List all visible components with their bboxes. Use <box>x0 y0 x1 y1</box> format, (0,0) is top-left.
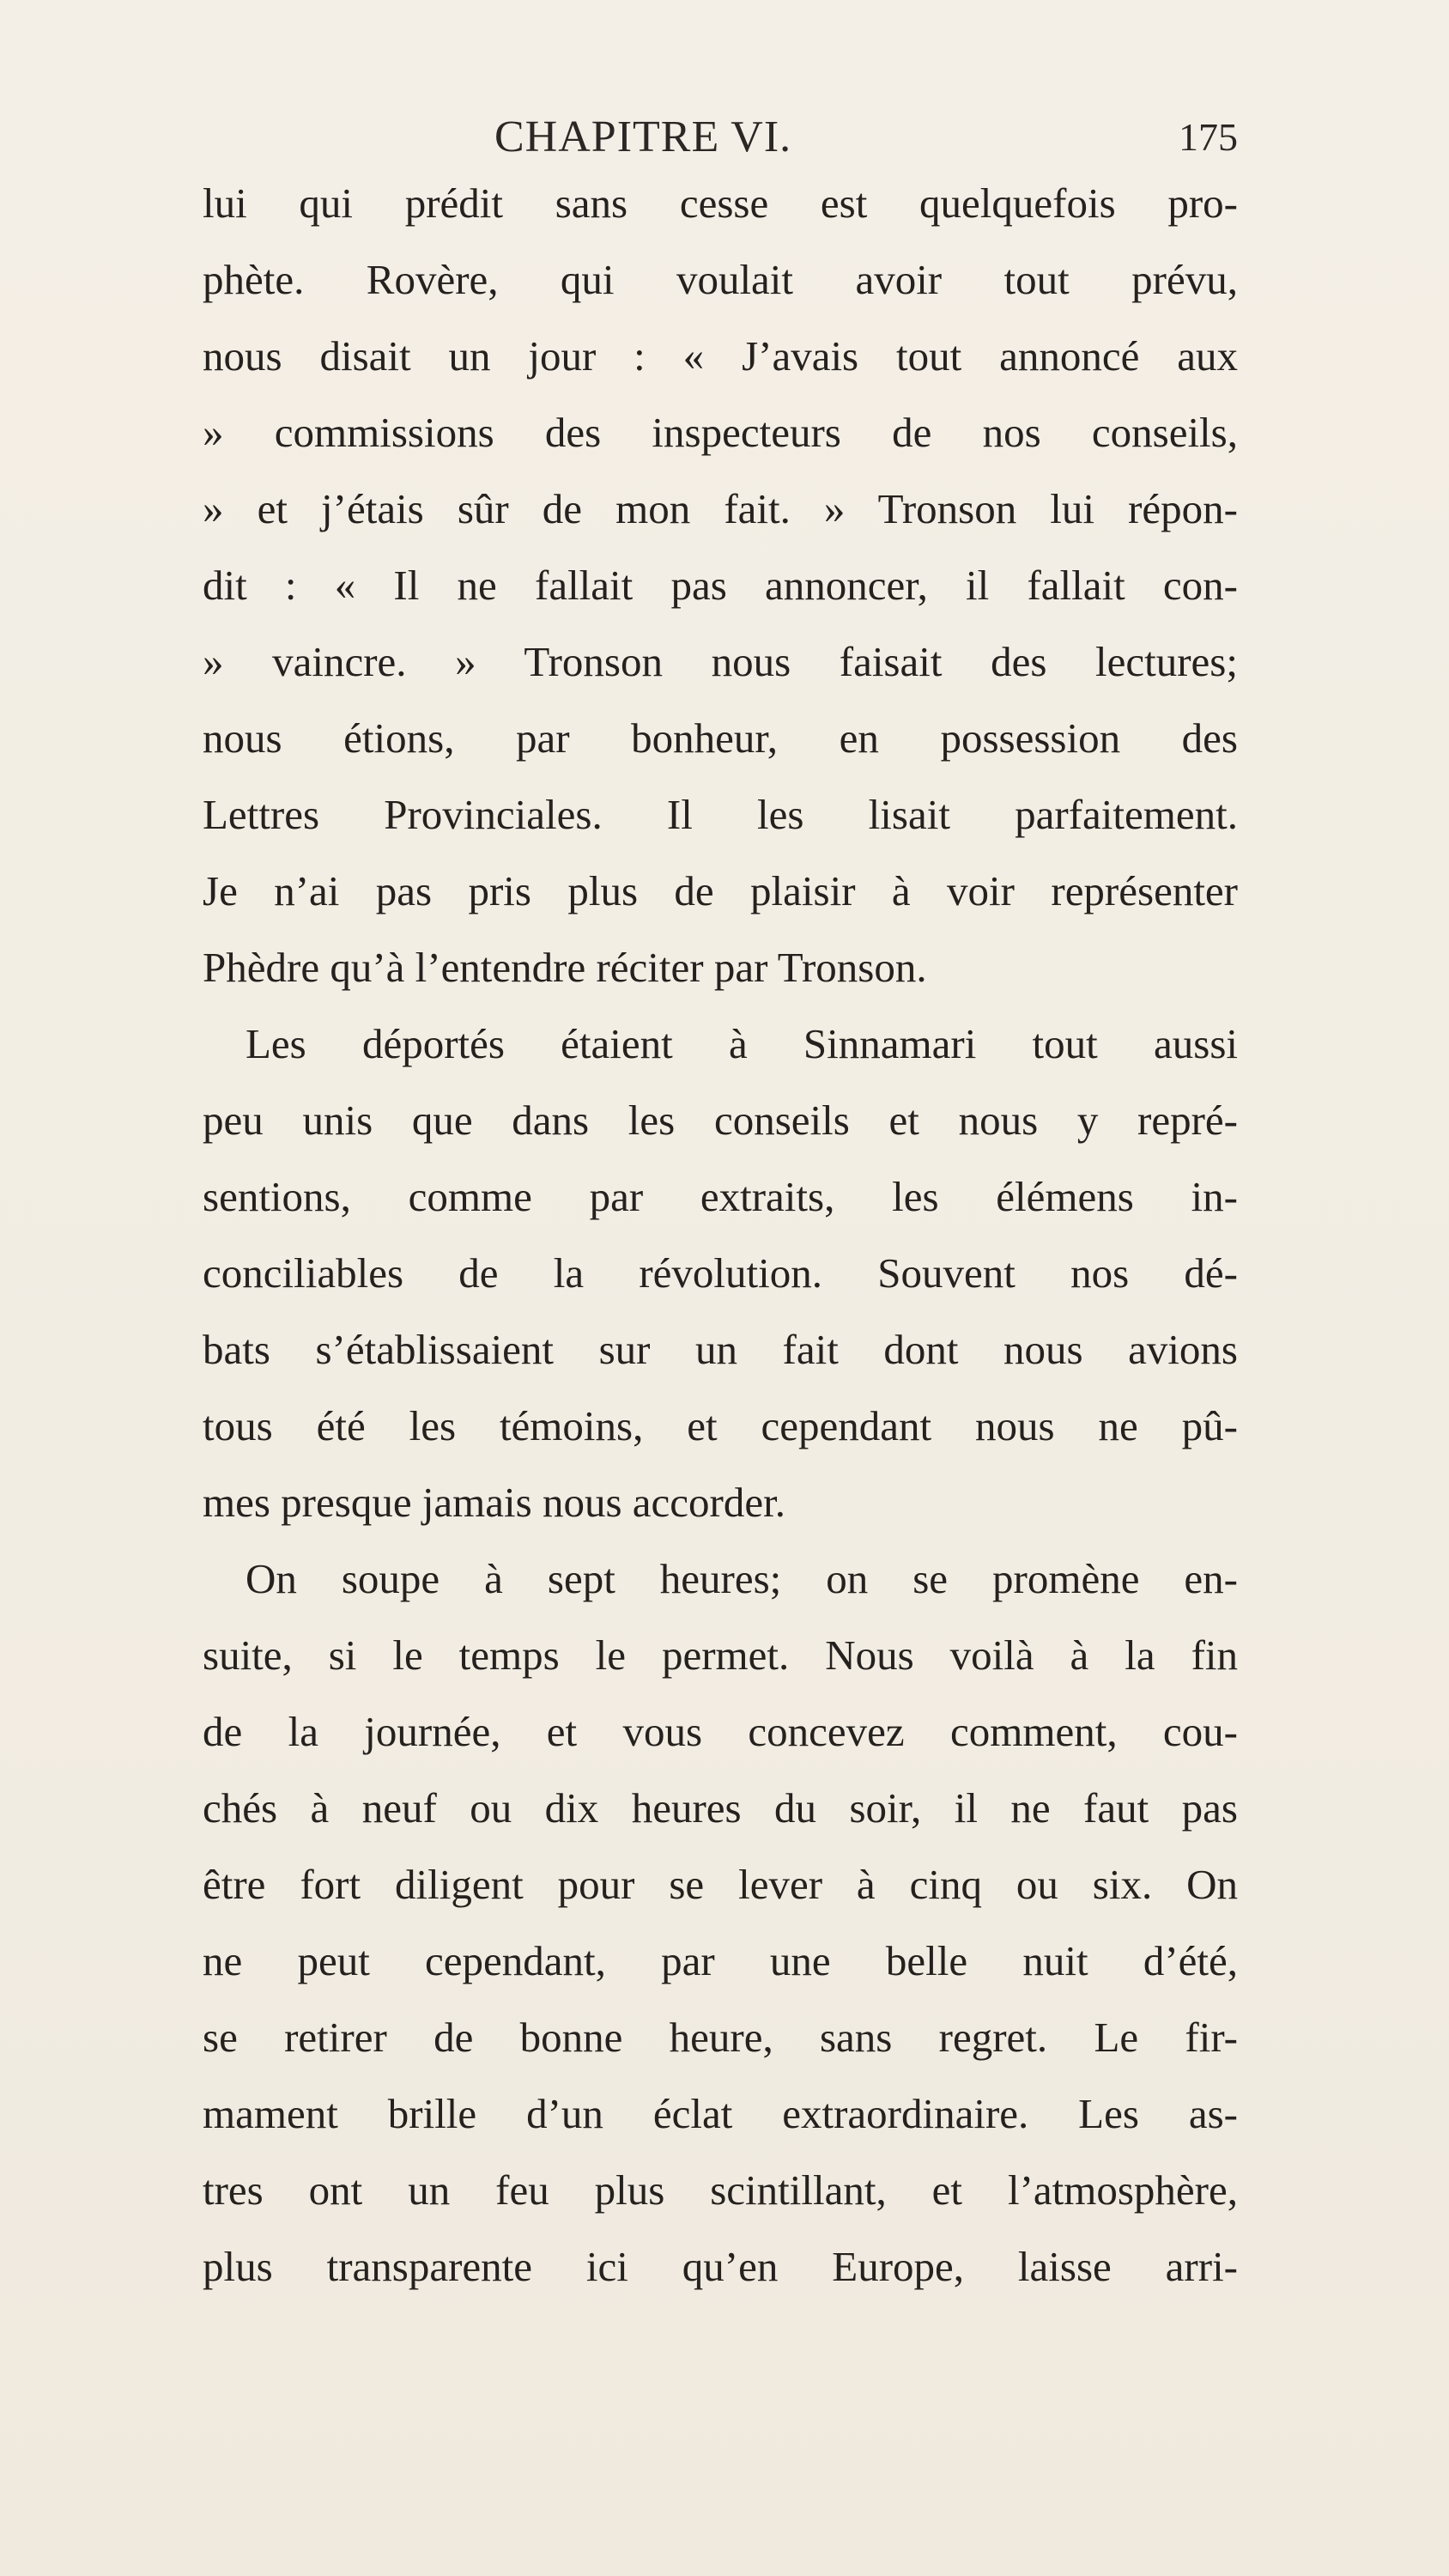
text-line: » et j’étais sûr de mon fait. » Tronson lui répon- <box>203 485 1238 532</box>
page-number: 175 <box>1179 115 1238 159</box>
paragraph-last-line: mes presque jamais nous accorder. <box>203 1479 785 1526</box>
text-line: de la journée, et vous concevez comment, cou- <box>203 1708 1238 1755</box>
text-line: conciliables de la révolution. Souvent nos dé- <box>203 1249 1238 1297</box>
text-line: suite, si le temps le permet. Nous voilà à la fin <box>203 1631 1238 1679</box>
text-line: bats s’établissaient sur un fait dont nous avions <box>203 1326 1238 1373</box>
running-head: CHAPITRE VI. <box>494 112 792 161</box>
text-line: être fort diligent pour se lever à cinq ou six. On <box>203 1861 1238 1908</box>
text-line: » vaincre. » Tronson nous faisait des lectures; <box>203 638 1238 685</box>
paragraph-first-line: Les déportés étaient à Sinnamari tout aussi <box>246 1020 1238 1067</box>
text-line: mament brille d’un éclat extraordinaire. Les as- <box>203 2090 1238 2137</box>
text-line: Lettres Provinciales. Il les lisait parfaitement. <box>203 791 1238 838</box>
text-line: nous étions, par bonheur, en possession des <box>203 714 1238 762</box>
text-line: plus transparente ici qu’en Europe, laisse arri- <box>203 2243 1238 2290</box>
text-line: lui qui prédit sans cesse est quelquefois pro- <box>203 179 1238 227</box>
text-line: » commissions des inspecteurs de nos conseils, <box>203 409 1238 456</box>
text-line: se retirer de bonne heure, sans regret. Le fir- <box>203 2014 1238 2061</box>
text-line: phète. Rovère, qui voulait avoir tout prévu, <box>203 256 1238 303</box>
text-line: Je n’ai pas pris plus de plaisir à voir représenter <box>203 867 1238 914</box>
text-line: chés à neuf ou dix heures du soir, il ne faut pas <box>203 1784 1238 1832</box>
text-line: sentions, comme par extraits, les élémens in- <box>203 1173 1238 1220</box>
text-line: ne peut cependant, par une belle nuit d’été, <box>203 1937 1238 1984</box>
text-line: tous été les témoins, et cependant nous ne pû- <box>203 1402 1238 1449</box>
text-line: peu unis que dans les conseils et nous y repré- <box>203 1097 1238 1144</box>
text-line: nous disait un jour : « J’avais tout annoncé aux <box>203 332 1238 380</box>
paragraph-last-line: Phèdre qu’à l’entendre réciter par Tronson. <box>203 944 927 991</box>
text-line: dit : « Il ne fallait pas annoncer, il fallait con- <box>203 562 1238 609</box>
body-text <box>203 165 1238 2305</box>
text-line: tres ont un feu plus scintillant, et l’atmosphère, <box>203 2166 1238 2214</box>
page-header <box>203 112 1238 163</box>
paragraph-first-line: On soupe à sept heures; on se promène en- <box>246 1555 1238 1602</box>
